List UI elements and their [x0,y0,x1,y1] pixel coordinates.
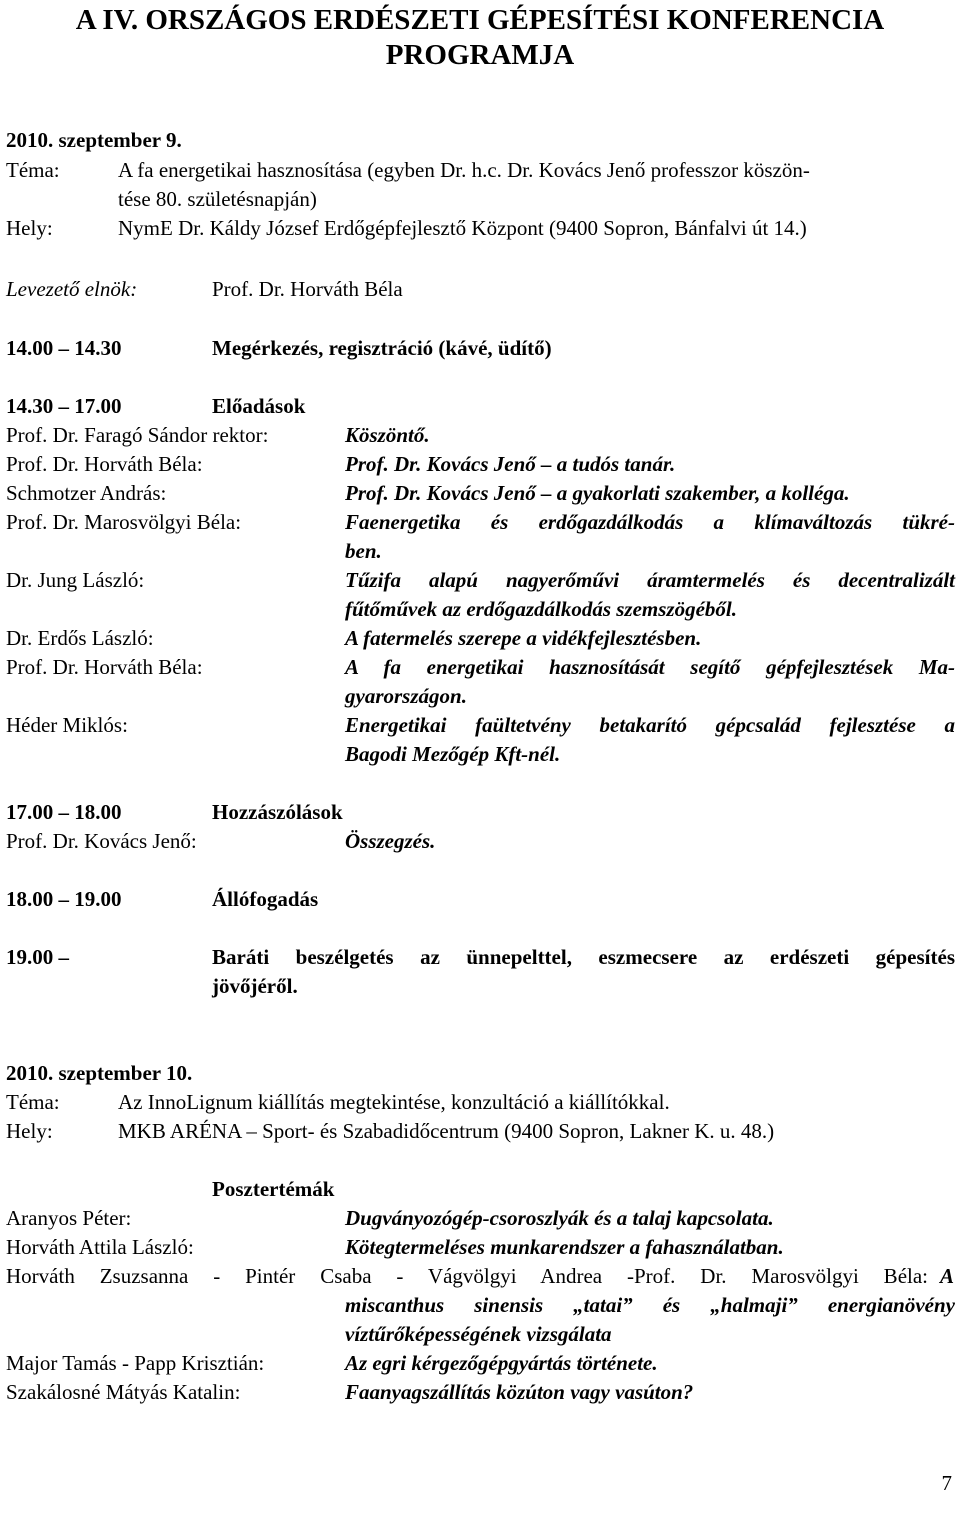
day2-hely-value: MKB ARÉNA – Sport- és Szabadidőcentrum (9400 Sopron, Lakner K. u. 48.) [118,1119,775,1143]
talk-title-line1: Tűzifa alapú nagyerőművi áramtermelés és decentralizált [345,568,955,592]
talk-title-line1: Energetikai faültetvény betakarító gépcsalád fejlesztése a [345,713,955,737]
chat-time: 19.00 – [6,945,69,969]
talk-speaker: Héder Miklós: [6,713,128,737]
discussion-title: Hozzászólások [212,800,343,824]
day2-tema-label: Téma: [6,1090,60,1114]
poster-title: Dugványozógép-csoroszlyák és a talaj kapcsolata. [345,1206,774,1230]
talk-speaker: Prof. Dr. Horváth Béla: [6,655,203,679]
talk-title-line2: Bagodi Mezőgép Kft-nél. [345,742,561,766]
day1-hely-label: Hely: [6,216,53,240]
talk-speaker: Dr. Erdős László: [6,626,154,650]
talk-title-line1: Faenergetika és erdőgazdálkodás a klímaváltozás tükré- [345,510,955,534]
summary-title: Összegzés. [345,829,436,853]
poster-authors: Horváth Attila László: [6,1235,194,1259]
poster-authors: Major Tamás - Papp Krisztián: [6,1351,265,1375]
reception-title: Állófogadás [212,887,319,911]
talk-speaker: Schmotzer András: [6,481,167,505]
talk-title-line1: A fa energetikai hasznosítását segítő gépfejlesztések Ma- [345,655,955,679]
chat-line1: Baráti beszélgetés az ünnepelttel, eszmecsere az erdészeti gépesítés [212,945,955,969]
talk-speaker: Prof. Dr. Horváth Béla: [6,452,203,476]
talk-title: Prof. Dr. Kovács Jenő – a tudós tanár. [345,452,676,476]
talk-title: A fatermelés szerepe a vidékfejlesztésben. [345,626,702,650]
talk-title-line2: ben. [345,539,382,563]
talks-title: Előadások [212,394,306,418]
poster-authors: Szakálosné Mátyás Katalin: [6,1380,241,1404]
talk-speaker: Prof. Dr. Marosvölgyi Béla: [6,510,242,534]
chair-label: Levezető elnök: [6,277,138,301]
talk-title: Prof. Dr. Kovács Jenő – a gyakorlati szakember, a kolléga. [345,481,850,505]
day1-hely-value: NymE Dr. Káldy József Erdőgépfejlesztő Központ (9400 Sopron, Bánfalvi út 14.) [118,216,807,240]
document-title-line2: PROGRAMJA [385,39,575,71]
document-title-line1: A IV. ORSZÁGOS ERDÉSZETI GÉPESÍTÉSI KONFERENCIA [75,4,885,36]
day1-tema-label: Téma: [6,158,60,182]
summary-speaker: Prof. Dr. Kovács Jenő: [6,829,197,853]
talk-title-line2: fűtőművek az erdőgazdálkodás szemszögéből. [345,597,738,621]
arrival-text: Megérkezés, regisztráció (kávé, üdítő) [212,336,552,360]
day2-date: 2010. szeptember 10. [6,1061,193,1085]
poster-title-line2: víztűrőképességének vizsgálata [345,1322,612,1346]
posters-title: Posztertémák [212,1177,335,1201]
chat-line2: jövőjéről. [212,974,298,998]
talks-time: 14.30 – 17.00 [6,394,122,418]
poster-authors: Horváth Zsuzsanna - Pintér Csaba - Vágvölgyi Andrea -Prof. Dr. Marosvölgyi Béla: [6,1264,928,1288]
poster-title-line1: miscanthus sinensis „tatai” és „halmaji” energianövény [345,1293,955,1317]
chair-value: Prof. Dr. Horváth Béla [212,277,403,301]
page-number: 7 [941,1471,952,1495]
poster-title: Kötegtermeléses munkarendszer a fahasználatban. [345,1235,784,1259]
talk-title-line2: gyarországon. [345,684,467,708]
poster-title: Az egri kérgezőgépgyártás története. [345,1351,658,1375]
poster-authors: Aranyos Péter: [6,1206,132,1230]
reception-time: 18.00 – 19.00 [6,887,122,911]
talk-speaker: Prof. Dr. Faragó Sándor rektor: [6,423,269,447]
arrival-time: 14.00 – 14.30 [6,336,122,360]
day1-tema-line2: tése 80. születésnapján) [118,187,317,211]
discussion-time: 17.00 – 18.00 [6,800,122,824]
talk-speaker: Dr. Jung László: [6,568,145,592]
day1-tema-line1: A fa energetikai hasznosítása (egyben Dr. h.c. Dr. Kovács Jenő professzor köszön- [118,158,810,182]
poster-title-start: A [940,1264,955,1288]
day2-tema-value: Az InnoLignum kiállítás megtekintése, konzultáció a kiállítókkal. [118,1090,670,1114]
poster-title: Faanyagszállítás közúton vagy vasúton? [345,1380,694,1404]
day2-hely-label: Hely: [6,1119,53,1143]
talk-title: Köszöntő. [345,423,430,447]
day1-date: 2010. szeptember 9. [6,128,182,152]
